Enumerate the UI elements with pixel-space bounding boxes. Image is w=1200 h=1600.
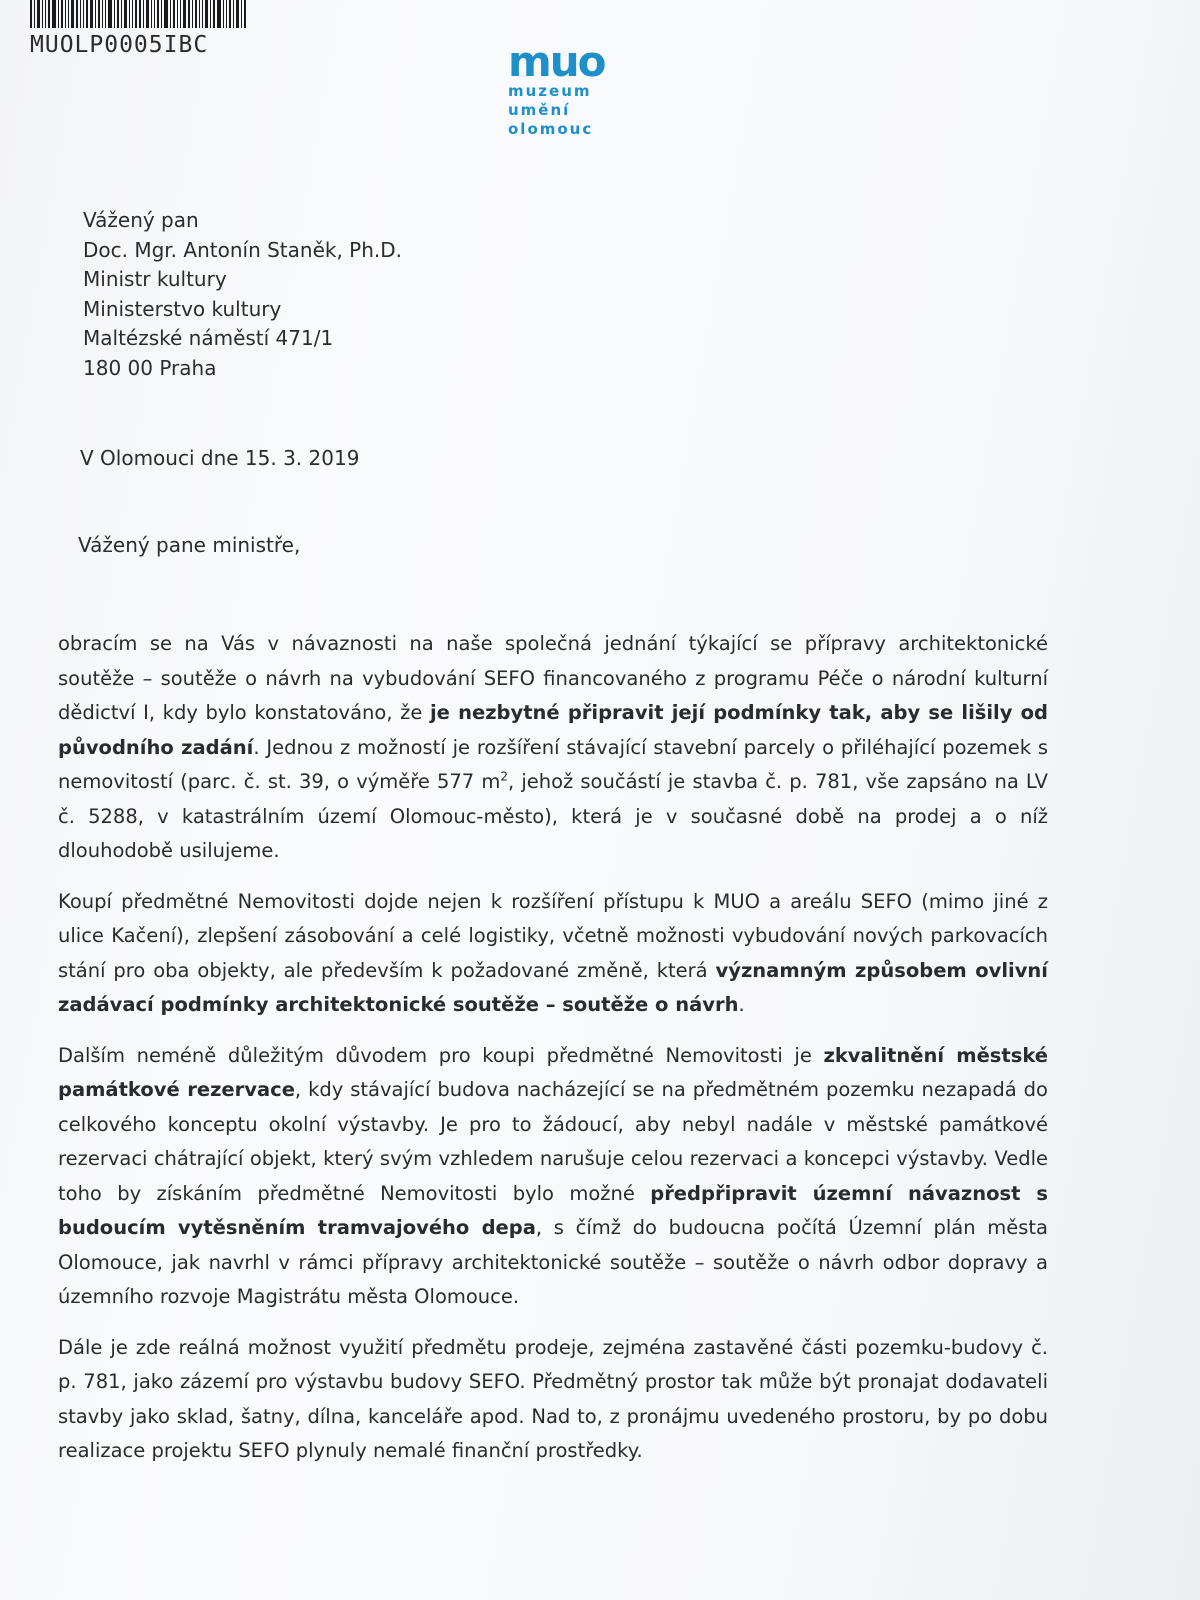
paragraph-1 <box>58 627 1048 869</box>
barcode-bar <box>157 0 159 28</box>
paragraph-text: . Jednou z možností je rozšíření stávající stavební parcely o přiléhající pozemek s nemovitostí (parc. č. st. 39, o výměře 577 m <box>58 735 1049 793</box>
barcode-bar <box>188 0 190 28</box>
barcode-bar <box>183 0 186 28</box>
barcode-bar <box>76 0 78 28</box>
barcode-id: MUOLP0005IBC <box>30 32 209 58</box>
barcode-bar <box>61 0 63 28</box>
paragraph-text: Dále je zde reálná možnost využití předmětu prodeje, zejména zastavěné části pozemku-budovy č. p. 781, jako zázemí pro výstavbu budovy SEFO. Předmětný prostor tak může být pronajat dodavateli stavby jako sklad, šatny, dílna, kanceláře apod. Nad to, z pronájmu uvedeného prostoru, by po dobu realizace projektu SEFO plynuly nemalé finanční prostředky. <box>58 1335 1048 1462</box>
paragraph-text: obracím se na Vás v návaznosti na naše společná jednání týkající se přípravy architektonické soutěže – soutěže o návrh na vybudování SEFO financovaného z programu Péče o národní kulturní dědictví I, kdy bylo konstatováno, že <box>58 632 1048 724</box>
barcode-bar <box>42 0 43 28</box>
barcode-bar <box>108 0 112 28</box>
barcode-bar <box>95 0 96 28</box>
barcode-bar <box>173 0 175 28</box>
barcode-bar <box>241 0 242 28</box>
logo-line-2: umění <box>508 101 571 119</box>
barcode-bar <box>210 0 211 28</box>
barcode-bar <box>154 0 155 28</box>
paragraph-text: , s čímž do budoucna počítá Územní plán města Olomouce, jak navrhl v rámci přípravy architektonické soutěže – soutěže o návrh odbor dopravy a územního rozvoje Magistrátu města Olomouce. <box>58 1216 1048 1308</box>
addressee-line: Vážený pan <box>83 208 199 232</box>
barcode-bar <box>180 0 181 28</box>
emphasized-text: významným způsobem ovlivní zadávací podmínky architektonické soutěže – soutěže o návrh <box>58 958 1048 1016</box>
barcode-bar <box>58 0 59 28</box>
date-line: V Olomouci dne 15. 3. 2019 <box>80 446 360 470</box>
barcode-bar <box>177 0 178 28</box>
addressee-street: Maltézské náměstí 471/1 <box>83 326 334 350</box>
barcode-bar <box>98 0 100 28</box>
barcode-bar <box>86 0 88 28</box>
letter-body <box>58 627 1048 1485</box>
barcode-bar <box>233 0 234 28</box>
barcode-bar <box>223 0 224 28</box>
barcode-bar <box>65 0 66 28</box>
barcode-bar <box>105 0 106 28</box>
barcode-bar <box>229 0 231 28</box>
barcode-bar <box>80 0 81 28</box>
paragraph-text: . <box>738 993 745 1016</box>
barcode-bar <box>146 0 149 28</box>
barcode-bar <box>135 0 137 28</box>
salutation: Vážený pane ministře, <box>78 533 301 557</box>
emphasized-text: zkvalitnění městské památkové rezervace <box>58 1043 1049 1101</box>
barcode-bar <box>90 0 93 28</box>
barcode-bar <box>30 0 32 28</box>
barcode-bar <box>202 0 203 28</box>
addressee-title: Ministr kultury <box>83 267 227 291</box>
paragraph-2 <box>58 885 1048 1023</box>
barcode-bar <box>121 0 122 28</box>
barcode-bar <box>132 0 133 28</box>
paragraph-text: Koupí předmětné Nemovitosti dojde nejen k rozšíření přístupu k MUO a areálu SEFO (mimo jiné z ulice Kačení), zlepšení zásobování a celé logistiky, včetně možnosti vybudování nových parkovacích stání pro oba objekty, ale především k požadované změně, která <box>58 889 1048 982</box>
barcode-bar <box>68 0 69 28</box>
emphasized-text: je nezbytné připravit její podmínky tak, aby se lišily od původního zadání <box>58 701 1048 759</box>
addressee-organization: Ministerstvo kultury <box>83 296 282 321</box>
barcode-bar <box>151 0 152 28</box>
barcode-bar <box>83 0 84 28</box>
logo-line-1: muzeum <box>508 82 592 100</box>
barcode-bar <box>205 0 208 28</box>
museum-logo <box>508 37 608 139</box>
barcode-bar <box>199 0 200 28</box>
barcode-bar <box>236 0 239 28</box>
barcode <box>30 0 268 28</box>
paragraph-text: Dalším neméně důležitým důvodem pro koupi předmětné Nemovitosti je <box>58 1043 824 1067</box>
barcode-bar <box>213 0 215 28</box>
barcode-bar <box>161 0 162 28</box>
barcode-bar <box>71 0 74 28</box>
paragraph-4 <box>58 1331 1048 1469</box>
barcode-bar <box>102 0 103 28</box>
barcode-bar <box>244 0 246 28</box>
paragraph-text: , jehož součástí je stavba č. p. 781, vše zapsáno na LV č. 5288, v katastrálním území Olomouc-město), která je v současné době na prodej a o níž dlouhodobě usilujeme. <box>58 770 1048 862</box>
paragraph-3 <box>58 1039 1048 1315</box>
barcode-bar <box>192 0 193 28</box>
barcode-bar <box>48 0 50 28</box>
addressee-name: Doc. Mgr. Antonín Staněk, Ph.D. <box>83 237 403 262</box>
barcode-bar <box>170 0 171 28</box>
barcode-bar <box>164 0 168 28</box>
barcode-bar <box>52 0 56 28</box>
barcode-bar <box>217 0 221 28</box>
barcode-bar <box>195 0 197 28</box>
barcode-bar <box>45 0 46 28</box>
barcode-bar <box>124 0 127 28</box>
logo-mark: muo <box>508 37 605 86</box>
paragraph-text: , kdy stávající budova nacházející se na předmětném pozemku nezapadá do celkového konceptu okolní výstavby. Je pro to žádoucí, aby nebyl nadále v městské památkové rezervaci chátrající objekt, který svým vzhledem narušuje celou rezervaci a koncepci výstavby. Vedle toho by získáním předmětné Nemovitosti bylo možné <box>58 1078 1048 1205</box>
superscript: 2 <box>500 769 508 784</box>
logo-line-3: olomouc <box>508 120 594 138</box>
barcode-bar <box>143 0 144 28</box>
barcode-bar <box>114 0 115 28</box>
emphasized-text: předpřipravit územní návaznost s budoucím vytěsněním tramvajového depa <box>58 1181 1048 1239</box>
barcode-bar <box>34 0 35 28</box>
barcode-bar <box>37 0 40 28</box>
barcode-bar <box>226 0 227 28</box>
addressee-city: 180 00 Praha <box>83 355 217 380</box>
addressee-block <box>83 206 402 383</box>
barcode-bar <box>139 0 141 28</box>
barcode-bar <box>117 0 119 28</box>
barcode-bar <box>129 0 130 28</box>
